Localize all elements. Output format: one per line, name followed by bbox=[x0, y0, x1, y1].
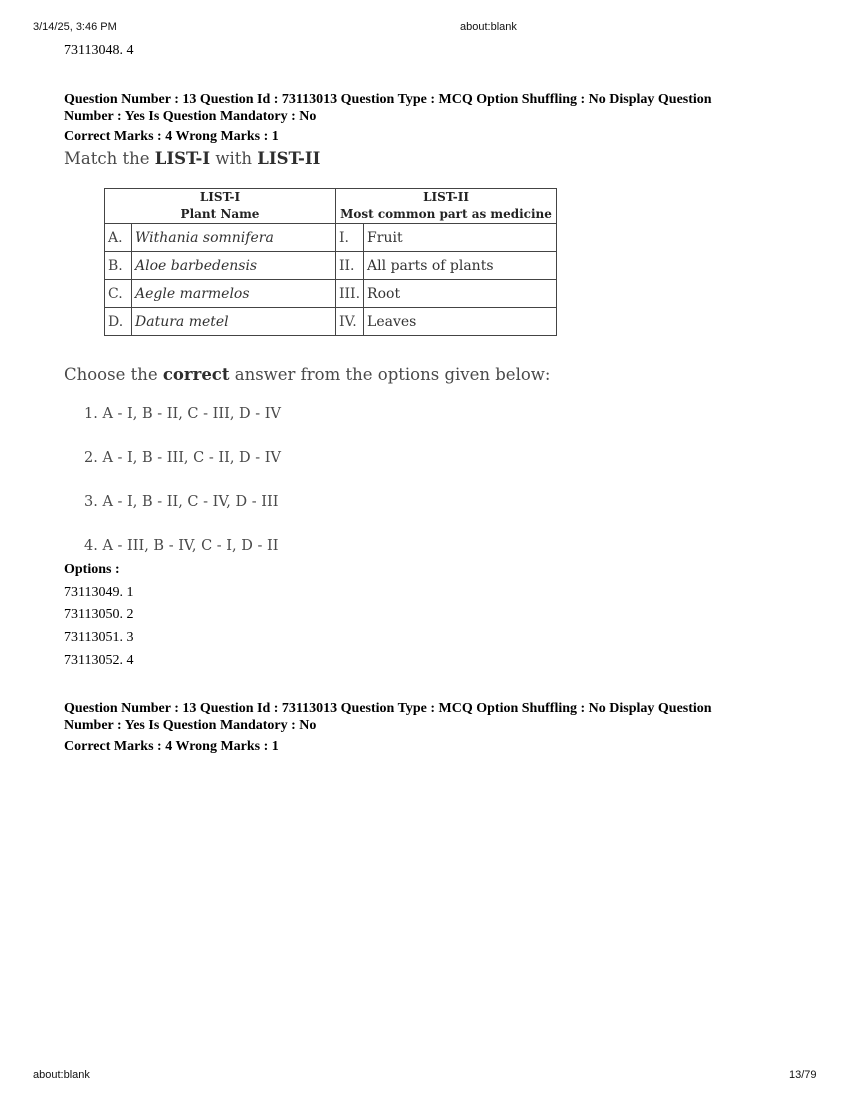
part-key: IV. bbox=[336, 308, 364, 336]
plant-part: Fruit bbox=[364, 224, 557, 252]
part-key: III. bbox=[336, 280, 364, 308]
previous-option: 73113048. 4 bbox=[64, 43, 134, 58]
part-key: II. bbox=[336, 252, 364, 280]
answer-choice-2: 2. A - I, B - III, C - II, D - IV bbox=[84, 450, 281, 466]
plant-part: Root bbox=[364, 280, 557, 308]
answer-choice-4: 4. A - III, B - IV, C - I, D - II bbox=[84, 538, 279, 554]
instruction-list2: LIST-II bbox=[257, 149, 321, 168]
print-footer-url: about:blank bbox=[33, 1069, 90, 1081]
question-header-line2: Number : Yes Is Question Mandatory : No bbox=[64, 109, 317, 124]
plant-name: Datura metel bbox=[132, 308, 336, 336]
list1-header bbox=[105, 189, 336, 224]
plant-part: Leaves bbox=[364, 308, 557, 336]
print-datetime: 3/14/25, 3:46 PM bbox=[33, 21, 117, 33]
choose-bold: correct bbox=[162, 365, 230, 384]
plant-name: Aloe barbedensis bbox=[132, 252, 336, 280]
options-label: Options : bbox=[64, 562, 120, 577]
question-marks: Correct Marks : 4 Wrong Marks : 1 bbox=[64, 739, 279, 754]
instruction-list1: LIST-I bbox=[154, 149, 211, 168]
match-table-header bbox=[105, 189, 557, 224]
print-page-number: 13/79 bbox=[789, 1069, 817, 1081]
answer-choice-1: 1. A - I, B - II, C - III, D - IV bbox=[84, 406, 281, 422]
instruction-pre: Match the bbox=[64, 149, 155, 168]
list1-title: LIST-I bbox=[199, 190, 241, 204]
question-header-line1: Question Number : 13 Question Id : 73113013 Question Type : MCQ Option Shuffling : No Display Question bbox=[64, 701, 712, 716]
row-key: D. bbox=[105, 308, 132, 336]
list2-subtitle: Most common part as medicine bbox=[340, 207, 552, 221]
question-header-line2: Number : Yes Is Question Mandatory : No bbox=[64, 718, 317, 733]
list2-header bbox=[336, 189, 557, 224]
match-table bbox=[104, 188, 557, 336]
answer-choice-3: 3. A - I, B - II, C - IV, D - III bbox=[84, 494, 279, 510]
question-header-line1: Question Number : 13 Question Id : 73113013 Question Type : MCQ Option Shuffling : No Display Question bbox=[64, 92, 712, 107]
print-url: about:blank bbox=[460, 21, 517, 33]
table-row bbox=[105, 308, 557, 336]
question-marks: Correct Marks : 4 Wrong Marks : 1 bbox=[64, 129, 279, 144]
option-id: 73113049. 1 bbox=[64, 585, 134, 600]
list2-title: LIST-II bbox=[423, 190, 469, 204]
list1-subtitle: Plant Name bbox=[180, 207, 260, 221]
instruction-mid: with bbox=[210, 149, 258, 168]
row-key: B. bbox=[105, 252, 132, 280]
choose-post: answer from the options given below: bbox=[229, 365, 551, 384]
row-key: C. bbox=[105, 280, 132, 308]
choose-instruction bbox=[64, 365, 550, 384]
table-row bbox=[105, 280, 557, 308]
row-key: A. bbox=[105, 224, 132, 252]
table-row bbox=[105, 224, 557, 252]
plant-name: Withania somnifera bbox=[132, 224, 336, 252]
question-header bbox=[64, 700, 804, 734]
match-instruction bbox=[64, 149, 320, 168]
option-id: 73113052. 4 bbox=[64, 653, 134, 668]
part-key: I. bbox=[336, 224, 364, 252]
question-header bbox=[64, 91, 804, 125]
choose-pre: Choose the bbox=[64, 365, 163, 384]
plant-name: Aegle marmelos bbox=[132, 280, 336, 308]
option-id: 73113051. 3 bbox=[64, 630, 134, 645]
plant-part: All parts of plants bbox=[364, 252, 557, 280]
table-row bbox=[105, 252, 557, 280]
option-id: 73113050. 2 bbox=[64, 607, 134, 622]
